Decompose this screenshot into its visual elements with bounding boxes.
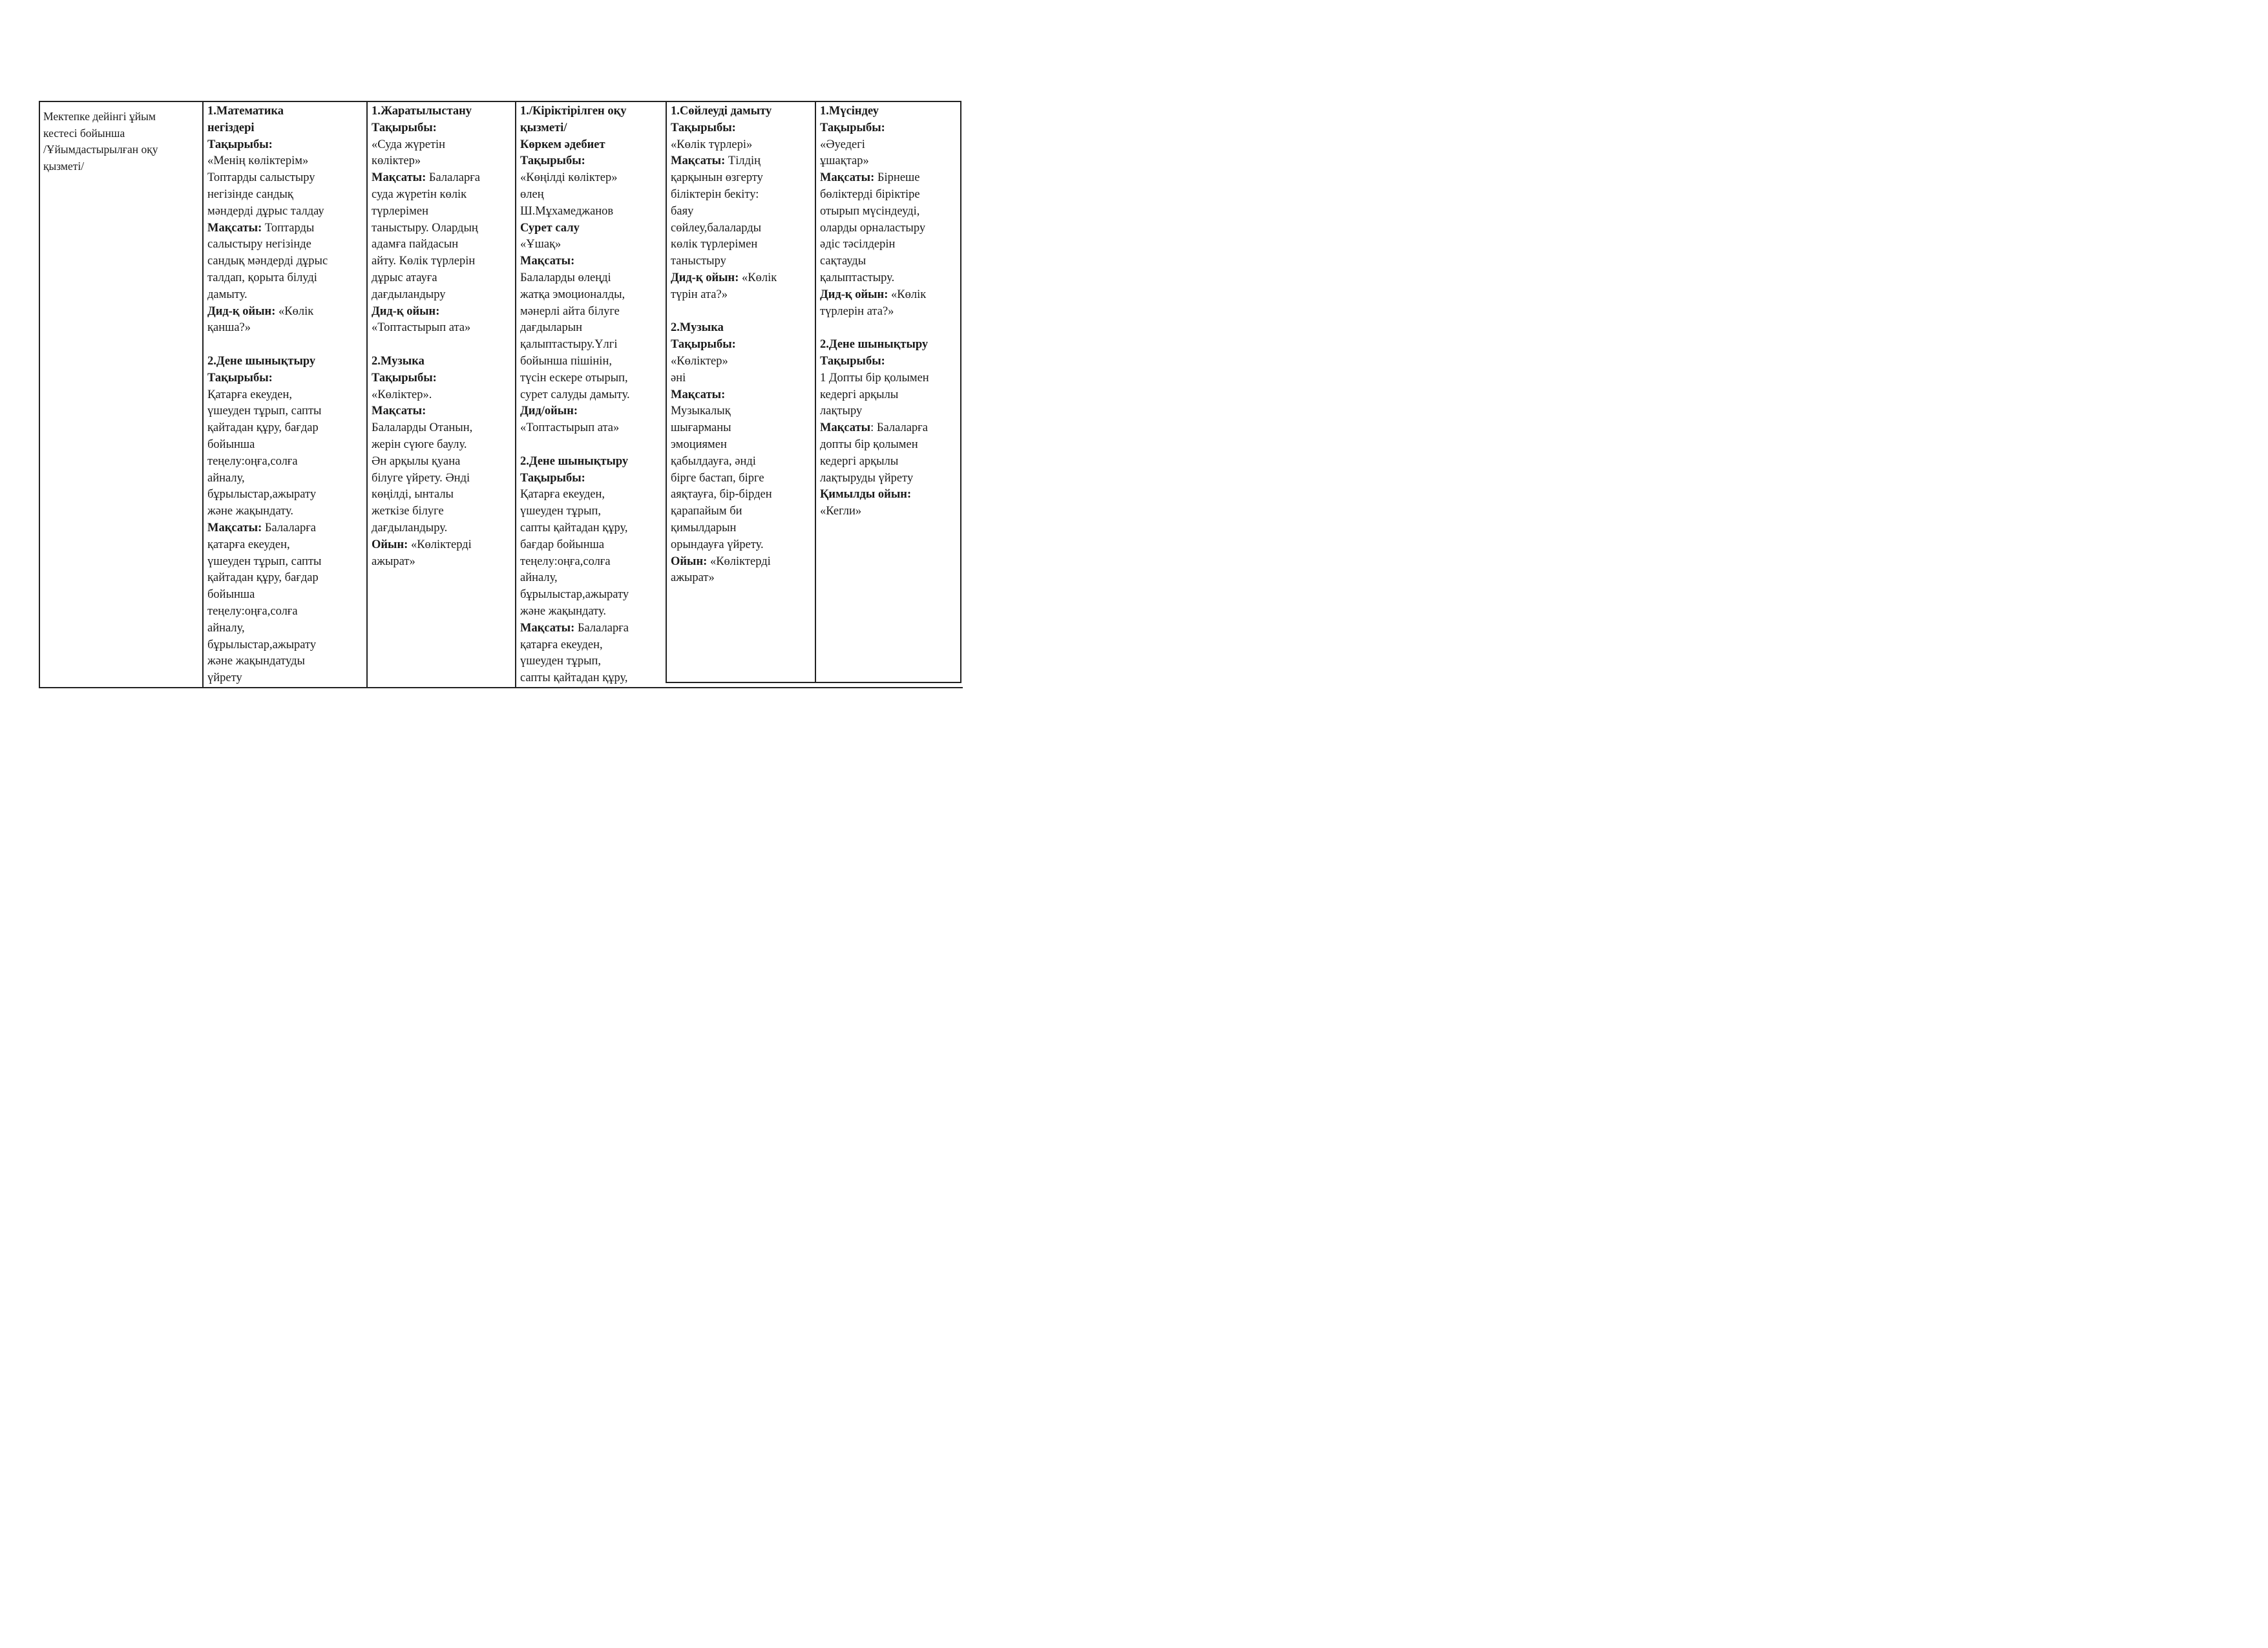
text-line: аяқтауға, бір-бірден (671, 488, 772, 502)
text-line: шығарманы (671, 421, 731, 435)
text-line: 1 Допты бір қолымен (820, 371, 929, 385)
text-line: айналу, (207, 471, 245, 485)
text-line: 1.Математика (207, 105, 284, 118)
text-line: адамға пайдасын (372, 238, 459, 251)
text-line: сақтауды (820, 255, 866, 268)
text-line: мәнерлі айта білуге (520, 304, 620, 318)
text-line: сапты қайтадан құру, (520, 521, 628, 534)
text-line: қимылдарын (671, 521, 737, 534)
text-line: «Көліктер». (372, 388, 432, 401)
text-line: сандық мәндерді дұрыс (207, 255, 328, 268)
text-line: таныстыру. Олардың (372, 221, 478, 235)
text-line: Тақырыбы: (820, 121, 885, 134)
text-line: 2.Дене шынықтыру (520, 454, 629, 468)
text-line: отырып мүсіндеуді, (820, 204, 920, 218)
text-line: үшеуден тұрып, (520, 505, 602, 518)
line-text: Топтарды (262, 221, 315, 235)
text-line: допты бір қолымен (820, 438, 918, 451)
text-line (207, 520, 365, 537)
text-line: дағдыларын (520, 321, 583, 335)
text-line: Тақырыбы: (207, 138, 273, 151)
text-line: негізінде сандық (207, 187, 293, 201)
line-text: Бірнеше (874, 171, 920, 185)
text-line: кедергі арқылы (820, 388, 899, 401)
text-line: қалыптастыру.Үлгі (520, 338, 618, 352)
text-line: көлік түрлерімен (671, 238, 758, 251)
text-line: бойынша (207, 438, 255, 451)
text-line: дамыту. (207, 288, 247, 301)
text-line: Музыкалық (671, 405, 731, 418)
text-line (820, 170, 960, 187)
bold-label: Мақсаты: (372, 171, 426, 185)
text-line (820, 420, 960, 437)
text-line: «Көлік түрлері» (671, 138, 753, 151)
text-line: түрін ата?» (671, 288, 728, 301)
line-text: Тілдің (725, 154, 761, 168)
blank-line (820, 320, 960, 337)
text-line: талдап, қорыта білуді (207, 271, 317, 284)
text-line: Тақырыбы: (372, 121, 437, 134)
text-line: Тақырыбы: (520, 154, 585, 168)
text-line: үшеуден тұрып, (520, 655, 602, 668)
text-line: лақтыру (820, 405, 863, 418)
text-line: «Көңілді көліктер» (520, 171, 618, 185)
text-line: теңелу:оңға,солға (207, 454, 298, 468)
text-line: әні (671, 371, 686, 385)
text-line: Тақырыбы: (820, 354, 885, 368)
text-line: қызметі/ (43, 159, 85, 173)
text-line: Ш.Мұхамеджанов (520, 204, 614, 218)
bold-label: Мақсаты: (671, 154, 726, 168)
text-line: бұрылыстар,ажырату (207, 488, 317, 502)
text-line (520, 620, 665, 637)
text-line (671, 270, 814, 287)
text-line: бұрылыстар,ажырату (520, 588, 629, 602)
text-line: және жақындатуды (207, 655, 305, 668)
text-line: Қатарға екеуден, (207, 388, 292, 401)
text-line: лақтыруды үйрету (820, 471, 914, 485)
text-line (207, 304, 365, 321)
text-line: және жақындату. (207, 505, 294, 518)
blank-line (207, 337, 365, 354)
text-line: теңелу:оңға,солға (520, 555, 611, 568)
text-line (671, 153, 814, 170)
text-line (372, 170, 515, 187)
text-line: үшеуден тұрып, сапты (207, 405, 322, 418)
text-line: Тақырыбы: (520, 471, 585, 485)
text-line: Мектепке дейінгі ұйым (43, 110, 156, 123)
text-line: Мақсаты: (671, 388, 726, 401)
column-divider-5 (815, 101, 816, 682)
wednesday-activities-cell (520, 103, 665, 685)
bold-label: Дид-қ ойын: (820, 288, 888, 301)
text-line: «Көліктер» (671, 354, 728, 368)
text-line: кедергі арқылы (820, 454, 899, 468)
text-line: /Ұйымдастырылған оқу (43, 143, 158, 156)
text-line: «Суда жүретін (372, 138, 446, 151)
text-line: Тақырыбы: (372, 371, 437, 385)
text-line: «Әуедегі (820, 138, 865, 151)
text-line: ажырат» (372, 555, 415, 568)
text-line: 2.Дене шынықтыру (820, 338, 929, 352)
text-line: Мақсаты: (520, 255, 575, 268)
text-line: айналу, (520, 571, 558, 585)
bold-label: Дид-қ ойын: (207, 304, 276, 318)
text-line: түсін ескере отырып, (520, 371, 628, 385)
text-line: «Ұшақ» (520, 238, 562, 251)
text-line: сурет салуды дамыту. (520, 388, 630, 401)
text-line: таныстыру (671, 255, 726, 268)
text-line: суда жүретін көлік (372, 187, 467, 201)
text-line: білуге үйрету. Әнді (372, 471, 470, 485)
text-line: көңілді, ынталы (372, 488, 454, 502)
bold-label: Ойын: (372, 538, 408, 551)
table-border-bottom (39, 687, 963, 688)
text-line: Топтарды салыстыру (207, 171, 315, 185)
text-line: қатарға екеуден, (207, 538, 290, 551)
bold-label: Мақсаты: (820, 171, 875, 185)
text-line: 2.Музыка (671, 321, 724, 335)
text-line: айналу, (207, 621, 245, 635)
text-line: қайтадан құру, бағдар (207, 571, 319, 585)
line-text: Балаларға (426, 171, 481, 185)
text-line: 2.Музыка (372, 354, 425, 368)
text-line: түрлерін ата?» (820, 304, 894, 318)
text-line: дағдыландыру. (372, 521, 448, 534)
text-line: 1.Мүсіндеу (820, 105, 879, 118)
bold-label: Мақсаты: (207, 221, 262, 235)
text-line: қызметі/ (520, 121, 567, 134)
bold-label: Мақсаты (820, 421, 871, 435)
text-line: дағдыландыру (372, 288, 446, 301)
line-text: «Көлік (739, 271, 777, 284)
text-line: үйрету (207, 671, 242, 685)
scanned-page (0, 0, 1008, 732)
text-line: Балаларды Отанын, (372, 421, 473, 435)
friday-activities-cell (820, 103, 960, 679)
text-line: кестесі бойынша (43, 126, 125, 140)
text-line: ажырат» (671, 571, 715, 585)
text-line: қалыптастыру. (820, 271, 895, 284)
text-line: өлең (520, 187, 544, 201)
bold-label: Ойын: (671, 555, 708, 568)
blank-line (671, 304, 814, 321)
text-line: 2.Дене шынықтыру (207, 354, 316, 368)
text-line: қатарға екеуден, (520, 638, 603, 651)
text-line: «Топтастырып ата» (372, 321, 471, 335)
column-divider-3 (515, 101, 516, 687)
table-border-left (39, 101, 40, 688)
text-line: Тақырыбы: (671, 338, 736, 352)
blank-line (372, 337, 515, 354)
text-line: қарқынын өзгерту (671, 171, 763, 185)
text-line: жерін сүюге баулу. (372, 438, 467, 451)
text-line: қабылдауға, әнді (671, 454, 756, 468)
blank-line (520, 437, 665, 454)
text-line: үшеуден тұрып, сапты (207, 555, 322, 568)
text-line: Мақсаты: (372, 405, 426, 418)
text-line: «Менің көліктерім» (207, 154, 309, 168)
line-text: «Көліктерді (707, 555, 771, 568)
bold-label: Мақсаты: (207, 521, 262, 534)
text-line: қайтадан құру, бағдар (207, 421, 319, 435)
text-line: негіздері (207, 121, 255, 134)
thursday-activities-cell (671, 103, 814, 679)
text-line: Қатарға екеуден, (520, 488, 605, 502)
line-text: «Көлік (888, 288, 927, 301)
text-line (671, 554, 814, 571)
text-line: әдіс тәсілдерін (820, 238, 896, 251)
line-text: Балаларға (262, 521, 317, 534)
text-line: жатқа эмоционалды, (520, 288, 625, 301)
schedule-label-cell (43, 109, 201, 174)
text-line: сөйлеу,балаларды (671, 221, 762, 235)
line-text: Балаларға (574, 621, 629, 635)
bold-label: Мақсаты: (520, 621, 575, 635)
text-line: 1.Жаратылыстану (372, 105, 472, 118)
text-line: бағдар бойынша (520, 538, 605, 551)
text-line: Балаларды өлеңді (520, 271, 611, 284)
text-line: бірге бастап, бірге (671, 471, 764, 485)
row-divider (666, 682, 961, 683)
text-line: бөліктерді біріктіре (820, 187, 920, 201)
text-line: біліктерін бекіту: (671, 187, 759, 201)
text-line: түрлерімен (372, 204, 428, 218)
column-divider-4 (666, 101, 667, 682)
text-line: Ән арқылы қуана (372, 454, 461, 468)
text-line: теңелу:оңға,солға (207, 604, 298, 618)
text-line: «Кегли» (820, 505, 862, 518)
line-text: «Көліктерді (408, 538, 472, 551)
text-line (372, 537, 515, 554)
text-line: мәндерді дұрыс талдау (207, 204, 324, 218)
text-line: баяу (671, 204, 694, 218)
text-line: салыстыру негізінде (207, 238, 311, 251)
text-line: сапты қайтадан құру, (520, 671, 628, 685)
text-line: Дид/ойын: (520, 405, 578, 418)
line-text: «Көлік (275, 304, 314, 318)
text-line: және жақындату. (520, 604, 607, 618)
text-line: қарапайым би (671, 505, 742, 518)
text-line: ұшақтар» (820, 154, 869, 168)
text-line: Тақырыбы: (671, 121, 736, 134)
column-divider-2 (366, 101, 368, 687)
text-line: Сурет салу (520, 221, 580, 235)
text-line: Қимылды ойын: (820, 488, 912, 502)
text-line: бойынша (207, 588, 255, 602)
text-line: 1./Кіріктірілген оқу (520, 105, 627, 118)
text-line: «Топтастырып ата» (520, 421, 620, 435)
text-line (820, 287, 960, 304)
text-line: Көркем әдебиет (520, 138, 605, 151)
text-line: орындауға үйрету. (671, 538, 764, 551)
text-line: дұрыс атауға (372, 271, 437, 284)
text-line (207, 220, 365, 237)
text-line: айту. Көлік түрлерін (372, 255, 476, 268)
column-divider-1 (202, 101, 204, 688)
text-line: көліктер» (372, 154, 421, 168)
line-text: : Балаларға (870, 421, 928, 435)
text-line: 1.Сөйлеуді дамыту (671, 105, 772, 118)
table-border-right (960, 101, 961, 682)
table-border-top (39, 101, 961, 102)
tuesday-activities-cell (372, 103, 515, 685)
monday-activities-cell (207, 103, 365, 685)
text-line: жеткізе білуге (372, 505, 444, 518)
text-line: Дид-қ ойын: (372, 304, 440, 318)
text-line: бұрылыстар,ажырату (207, 638, 317, 651)
bold-label: Дид-қ ойын: (671, 271, 739, 284)
text-line: қанша?» (207, 321, 251, 335)
text-line: бойынша пішінін, (520, 354, 612, 368)
text-line: эмоциямен (671, 438, 727, 451)
text-line: оларды орналастыру (820, 221, 926, 235)
text-line: Тақырыбы: (207, 371, 273, 385)
